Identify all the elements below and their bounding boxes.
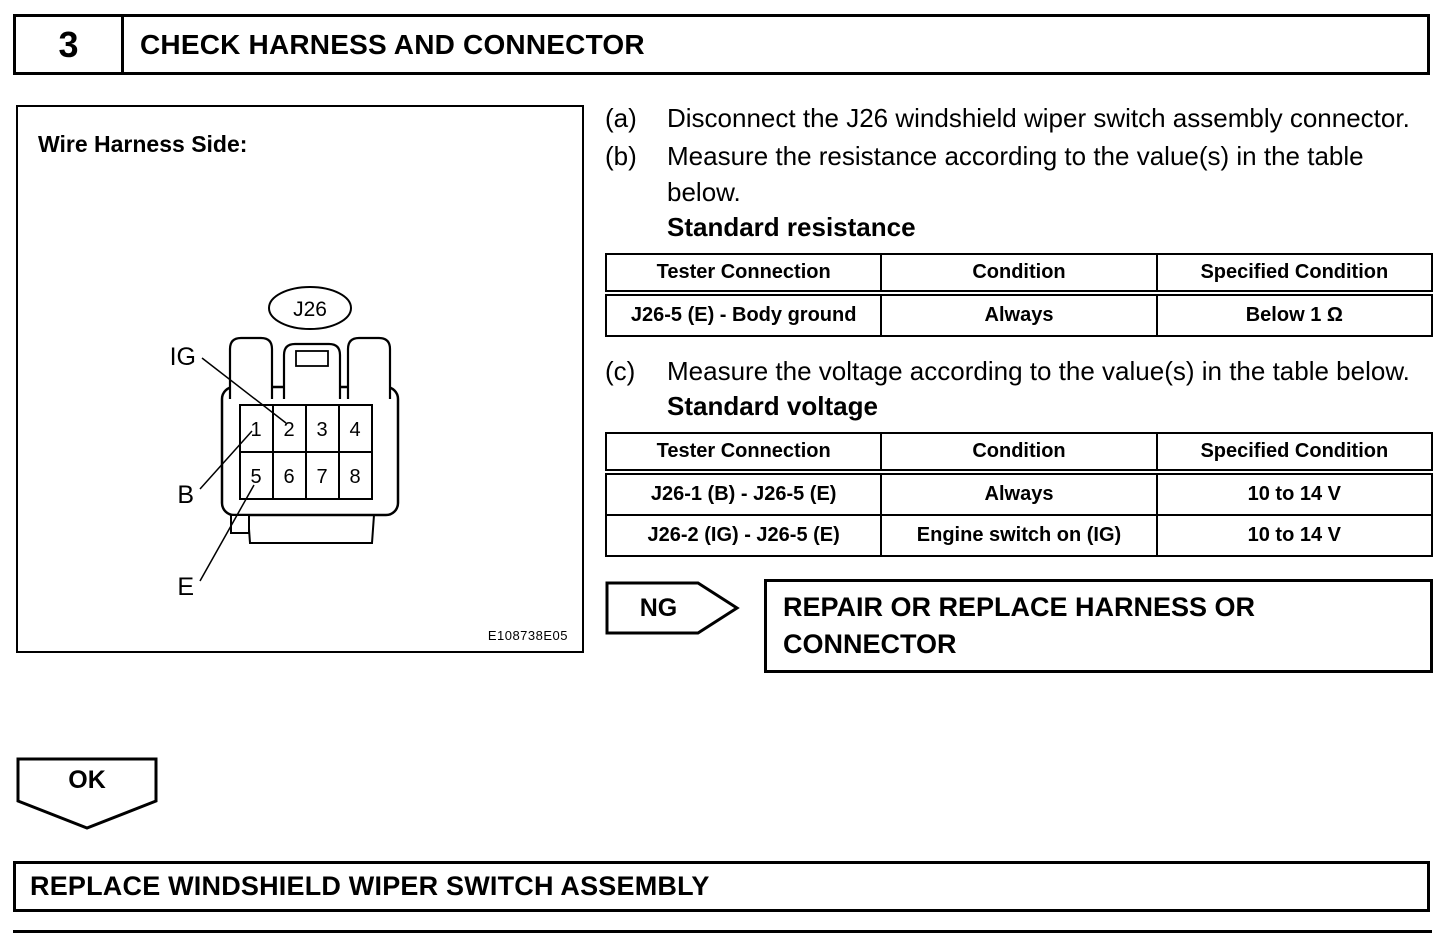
specified-condition-cell: Below 1 Ω [1157,293,1432,336]
ng-action-text: REPAIR OR REPLACE HARNESS OR CONNECTOR [783,592,1256,659]
pin-number-4: 4 [349,419,361,441]
terminal-label-b: B [177,481,194,509]
procedure-step-a [605,100,1433,136]
ng-label: NG [639,593,678,622]
step-header [13,14,1430,75]
table-header-row [606,254,1432,293]
pin-number-7: 7 [316,466,328,488]
ok-branch [16,757,158,831]
connector-diagram [18,107,582,651]
tester-connection-cell: J26-2 (IG) - J26-5 (E) [606,515,881,556]
figure-caption: E108738E05 [487,628,568,643]
step-marker: (a) [605,103,637,133]
condition-cell: Engine switch on (IG) [881,515,1156,556]
tester-connection-cell: J26-5 (E) - Body ground [606,293,881,336]
step-marker: (c) [605,356,636,386]
step-marker: (b) [605,141,637,171]
procedure-step-b [605,138,1433,210]
result-action-box [13,861,1430,912]
table-header-row [606,433,1432,472]
condition-cell: Always [881,472,1156,515]
connector-lug-middle [284,344,340,399]
connector-id-label: J26 [293,298,327,321]
standard-voltage-table [605,432,1433,557]
specified-condition-cell: 10 to 14 V [1157,515,1432,556]
column-header: Specified Condition [1157,433,1432,472]
pin-number-6: 6 [283,466,295,488]
procedure-column [605,100,1433,673]
connector-base [248,515,374,543]
pin-number-5: 5 [250,466,262,488]
column-header: Condition [881,433,1156,472]
step-text: Disconnect the J26 windshield wiper switch assembly connector. [667,103,1410,133]
bottom-divider [13,930,1432,933]
step-number: 3 [16,17,124,72]
connector-lug-right [348,338,390,399]
figure-title: Wire Harness Side: [38,131,248,157]
resistance-table-title: Standard resistance [667,212,916,242]
table-row [606,293,1432,336]
pin-number-1: 1 [250,419,262,441]
specified-condition-cell: 10 to 14 V [1157,472,1432,515]
step-text: Measure the voltage according to the value(s) in the table below. [667,356,1410,386]
ng-action-box [764,579,1433,673]
voltage-table-title: Standard voltage [667,391,878,421]
connector-lug-left [230,338,272,399]
wire-harness-figure [16,105,584,653]
condition-cell: Always [881,293,1156,336]
column-header: Tester Connection [606,254,881,293]
ok-label: OK [68,765,106,794]
table-row [606,472,1432,515]
connector-base-tab [231,515,249,533]
ng-branch [605,579,1433,673]
procedure-step-c [605,353,1433,389]
terminal-label-e: E [177,573,194,601]
result-action-text: REPLACE WINDSHIELD WIPER SWITCH ASSEMBLY [30,871,710,901]
pin-number-3: 3 [316,419,328,441]
pin-number-2: 2 [283,419,295,441]
column-header: Condition [881,254,1156,293]
ng-arrow [605,581,740,635]
tester-connection-cell: J26-1 (B) - J26-5 (E) [606,472,881,515]
standard-resistance-table [605,253,1433,337]
terminal-label-ig: IG [169,343,196,371]
column-header: Specified Condition [1157,254,1432,293]
column-header: Tester Connection [606,433,881,472]
step-title: CHECK HARNESS AND CONNECTOR [140,28,645,60]
table-row [606,515,1432,556]
pin-number-8: 8 [349,466,361,488]
step-text: Measure the resistance according to the value(s) in the table below. [667,141,1364,207]
